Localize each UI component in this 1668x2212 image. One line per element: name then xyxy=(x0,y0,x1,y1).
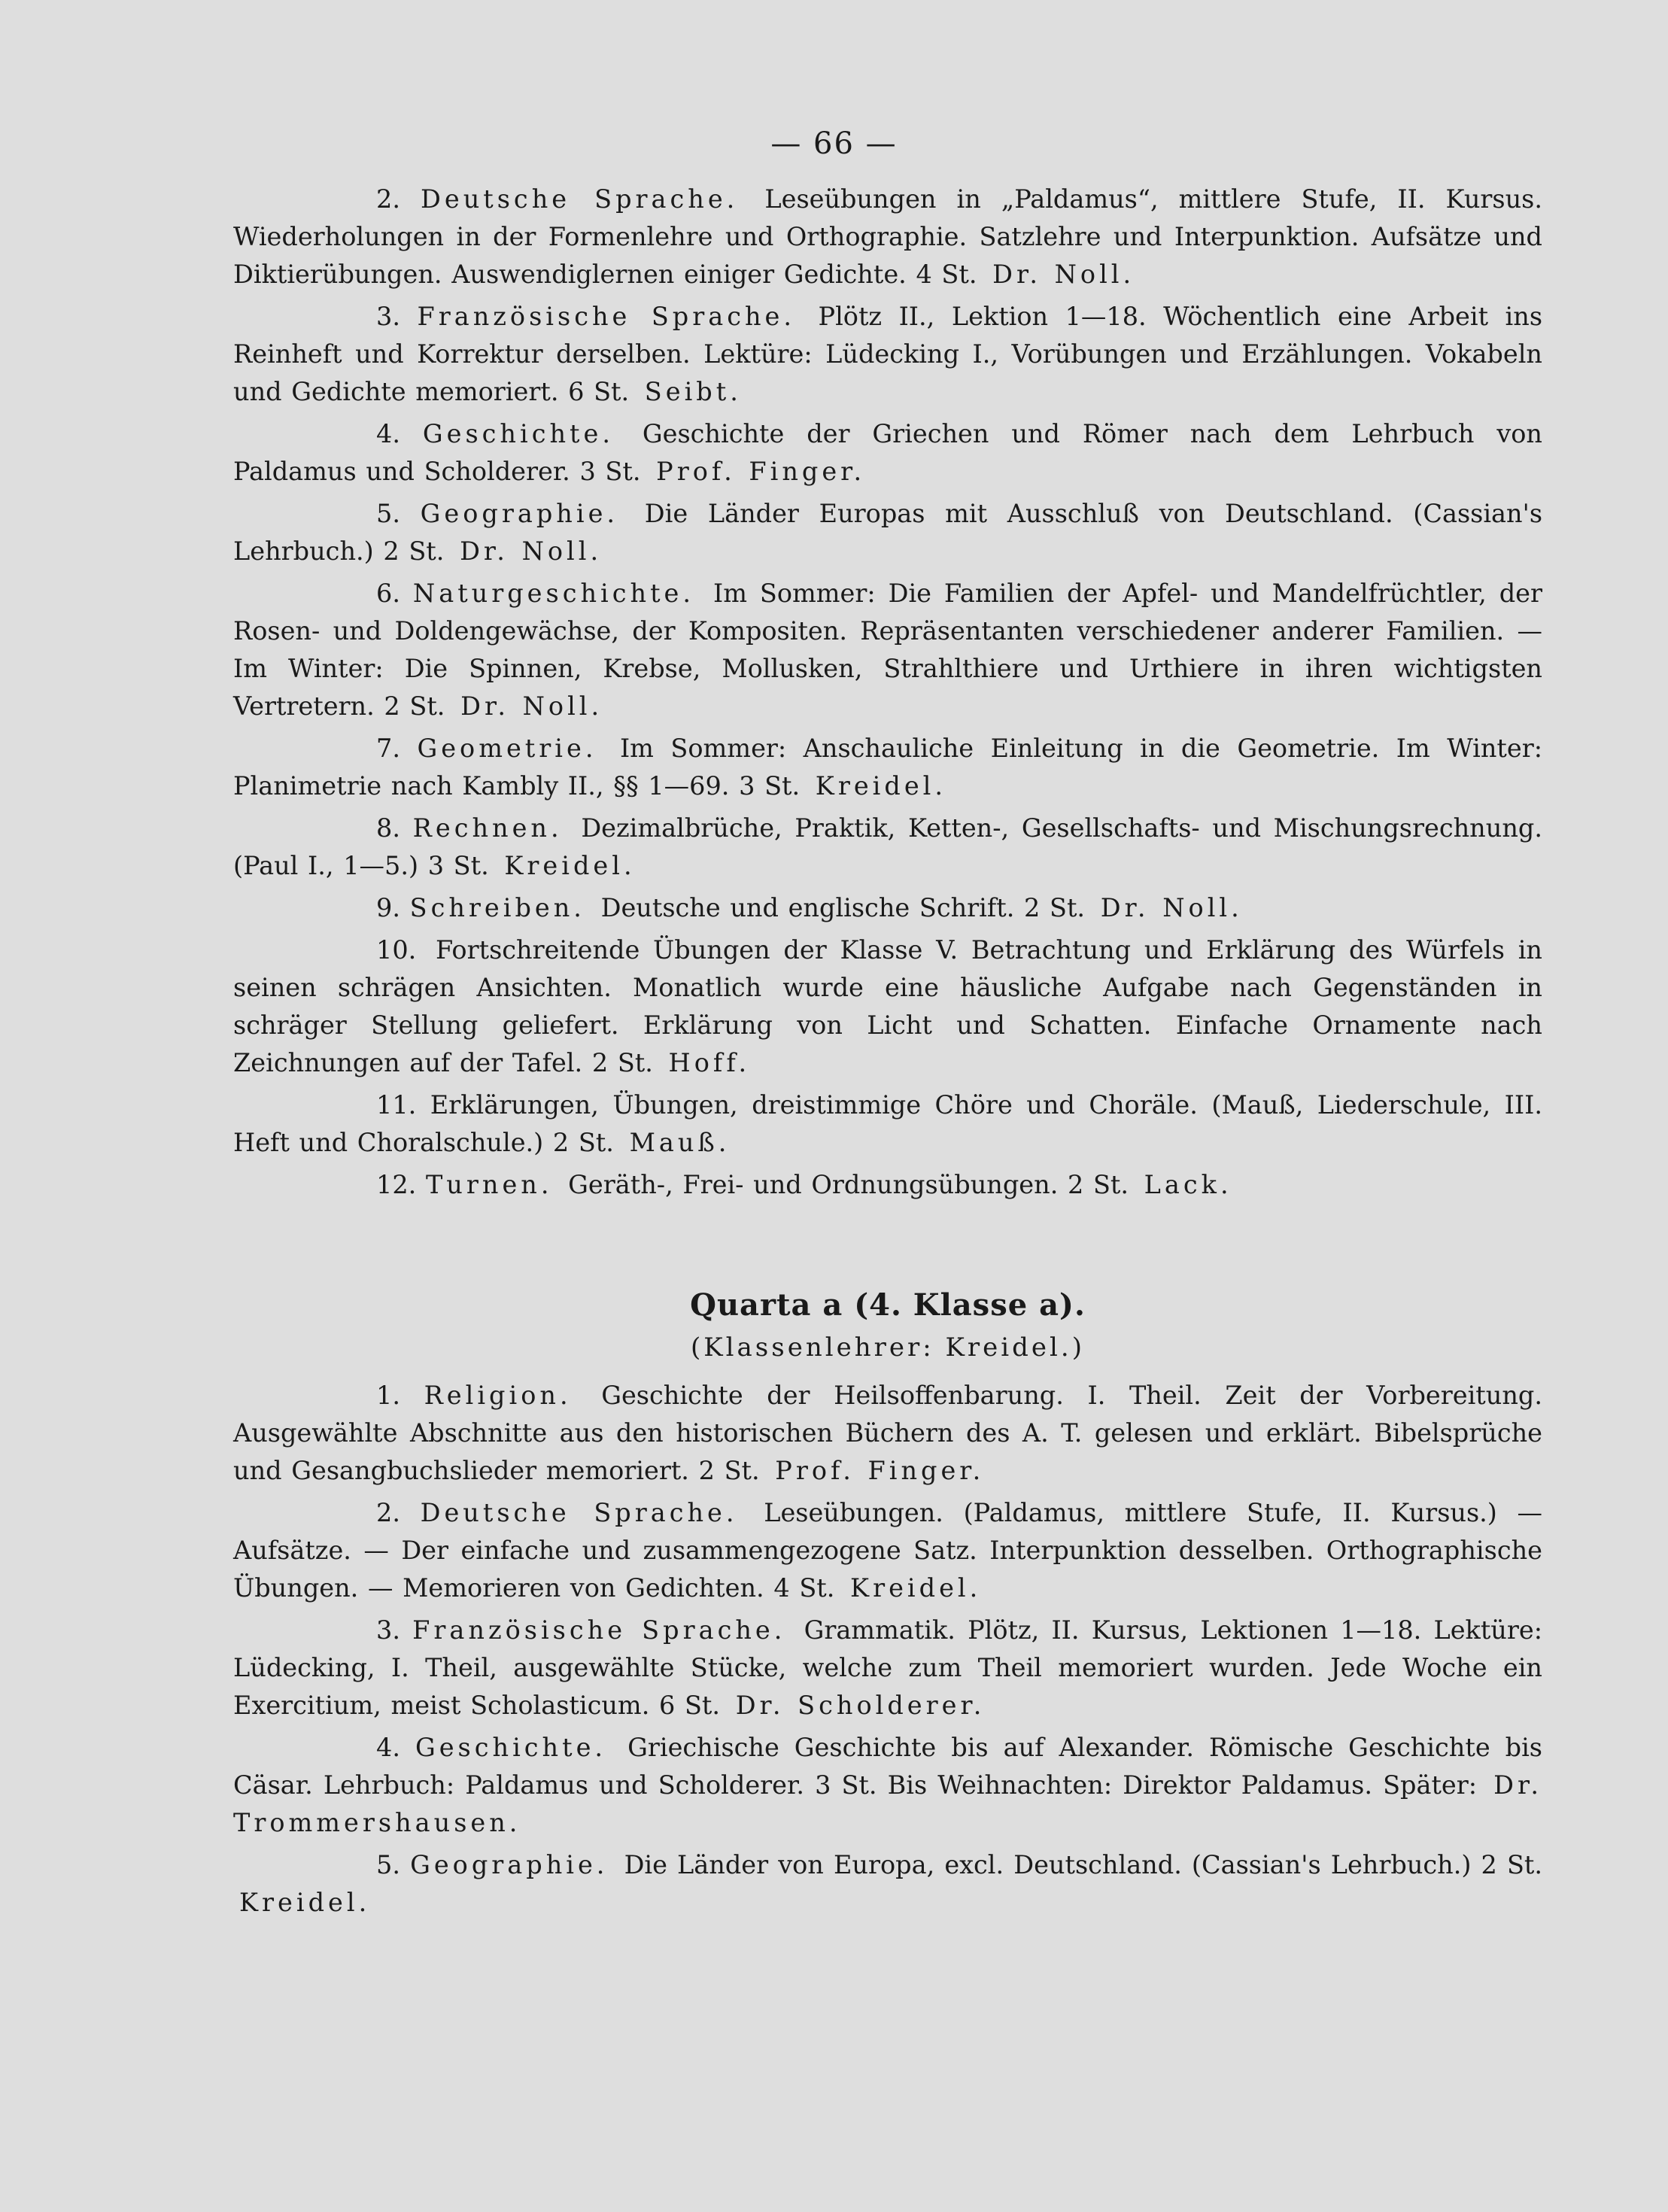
entry-teacher: Dr. Scholderer. xyxy=(735,1691,986,1720)
entry-number: 7. xyxy=(376,734,400,763)
entry-number: 4. xyxy=(376,1733,400,1762)
entry-subject: Deutsche Sprache. xyxy=(420,1498,738,1527)
entry-body: Die Länder Europas mit Ausschluß von Deutschland. (Cassian's Lehrbuch.) 2 St. xyxy=(233,499,1543,566)
entry-number: 2. xyxy=(376,1498,400,1527)
curriculum-entry xyxy=(233,810,1542,885)
entry-teacher: Seibt. xyxy=(644,377,742,406)
entry-teacher: Dr. Noll. xyxy=(460,536,603,566)
entry-subject: Geschichte. xyxy=(422,419,614,448)
curriculum-entry xyxy=(233,931,1542,1082)
entry-number: 1. xyxy=(376,1381,400,1410)
entry-number: 5. xyxy=(376,1850,400,1879)
entry-subject: Französische Sprache. xyxy=(412,1615,786,1645)
curriculum-entry xyxy=(233,1377,1542,1490)
entry-body: Geschichte der Griechen und Römer nach dem Lehrbuch von Paldamus und Scholderer. 3 St. xyxy=(233,419,1543,486)
curriculum-entry xyxy=(233,298,1542,411)
curriculum-entry xyxy=(233,889,1542,927)
page-number: — 66 — xyxy=(770,126,898,161)
entry-teacher: Lack. xyxy=(1144,1170,1232,1199)
curriculum-entry xyxy=(233,1086,1542,1162)
entry-body: Im Sommer: Anschauliche Einleitung in die Geometrie. Im Winter: Planimetrie nach Kambly II., §§ 1—69. 3 St. xyxy=(233,734,1542,801)
entry-teacher: Kreidel. xyxy=(504,851,636,880)
entry-number: 3. xyxy=(376,302,400,331)
entry-teacher: Kreidel. xyxy=(239,1888,371,1917)
entry-teacher: Mauß. xyxy=(629,1128,731,1157)
entry-subject: Turnen. xyxy=(425,1170,553,1199)
entry-subject: Religion. xyxy=(424,1381,572,1410)
curriculum-entry xyxy=(233,495,1542,570)
entry-number: 9. xyxy=(376,893,400,922)
curriculum-entry xyxy=(233,1729,1542,1842)
entry-body: Geräth-, Frei- und Ordnungsübungen. 2 St. xyxy=(568,1170,1129,1199)
entry-number: 4. xyxy=(376,419,400,448)
entry-body: Dezimalbrüche, Praktik, Ketten-, Gesellschafts- und Mischungsrechnung. (Paul I., 1—5.) 3 St. xyxy=(233,813,1542,880)
entry-body: Fortschreitende Übungen der Klasse V. Betrachtung und Erklärung des Würfels in seinen schrägen Ansichten. Monatlich wurde eine häusliche Aufgabe nach Gegenständen in schräger Stellung geliefert. Erklärung von Licht und Schatten. Einfache Ornamente nach Zeichnungen auf der Tafel. 2 St. xyxy=(233,935,1542,1077)
entry-subject: Geographie. xyxy=(410,1850,609,1879)
entry-number: 3. xyxy=(376,1615,400,1645)
entry-number: 2. xyxy=(376,184,400,214)
entry-body: Leseübungen in „Paldamus“, mittlere Stufe, II. Kursus. Wiederholungen in der Formenlehre und Orthographie. Satzlehre und Interpunktion. Aufsätze und Diktierübungen. Auswendiglernen einiger Gedichte. 4 St. xyxy=(233,184,1543,289)
entry-subject: Naturgeschichte. xyxy=(412,579,695,608)
entry-body: Plötz II., Lektion 1—18. Wöchentlich eine Arbeit ins Reinheft und Korrektur derselben. Lektüre: Lüdecking I., Vorübungen und Erzählungen. Vokabeln und Gedichte memoriert. 6 St. xyxy=(233,302,1543,406)
entry-number: 12. xyxy=(376,1170,417,1199)
entry-number: 8. xyxy=(376,813,400,843)
entry-teacher: Hoff. xyxy=(668,1048,751,1077)
entry-teacher: Prof. Finger. xyxy=(656,457,866,486)
page-content xyxy=(233,181,1542,1926)
entry-body: Leseübungen. (Paldamus, mittlere Stufe, II. Kursus.) — Aufsätze. — Der einfache und zusammengezogene Satz. Interpunktion desselben. Orthographische Übungen. — Memorieren von Gedichten. 4 St. xyxy=(233,1498,1543,1603)
entry-number: 5. xyxy=(376,499,400,528)
entry-subject: Französische Sprache. xyxy=(417,302,796,331)
curriculum-entry xyxy=(233,575,1542,725)
curriculum-entry xyxy=(233,1612,1542,1724)
curriculum-entry xyxy=(233,1166,1542,1204)
section-subtitle: (Klassenlehrer: Kreidel.) xyxy=(691,1332,1085,1363)
entry-body: Griechische Geschichte bis auf Alexander. Römische Geschichte bis Cäsar. Lehrbuch: Paldamus und Scholderer. 3 St. Bis Weihnachten: Direktor Paldamus. Später: xyxy=(233,1733,1542,1800)
entry-number: 6. xyxy=(376,579,400,608)
entry-teacher: Kreidel. xyxy=(850,1573,982,1603)
entry-subject: Geometrie. xyxy=(417,734,597,763)
entry-subject: Schreiben. xyxy=(409,893,585,922)
curriculum-entry xyxy=(233,1494,1542,1607)
entry-body: Erklärungen, Übungen, dreistimmige Chöre und Choräle. (Mauß, Liederschule, III. Heft und Choralschule.) 2 St. xyxy=(233,1090,1542,1157)
entry-teacher: Dr. Noll. xyxy=(1100,893,1243,922)
curriculum-list-lower xyxy=(233,1377,1542,1922)
curriculum-entry xyxy=(233,181,1542,293)
entry-body: Deutsche und englische Schrift. 2 St. xyxy=(600,893,1086,922)
entry-teacher: Dr. Noll. xyxy=(460,691,603,721)
entry-subject: Rechnen. xyxy=(412,813,563,843)
entry-body: Geschichte der Heilsoffenbarung. I. Theil. Zeit der Vorbereitung. Ausgewählte Abschnitte aus den historischen Büchern des A. T. gelesen und erklärt. Bibelsprüche und Gesangbuchslieder memoriert. 2 St. xyxy=(233,1381,1542,1485)
entry-subject: Geographie. xyxy=(420,499,619,528)
entry-number: 10. xyxy=(376,935,417,965)
curriculum-list-upper xyxy=(233,181,1542,1246)
entry-teacher: Dr. Noll. xyxy=(992,260,1135,289)
entry-body: Die Länder von Europa, excl. Deutschland. (Cassian's Lehrbuch.) 2 St. xyxy=(624,1850,1543,1879)
entry-body: Im Sommer: Die Familien der Apfel- und Mandelfrüchtler, der Rosen- und Doldengewächse, der Kompositen. Repräsentanten verschiedener anderer Familien. — Im Winter: Die Spinnen, Krebse, Mollusken, Strahlthiere und Urthiere in ihren wichtigsten Vertretern. 2 St. xyxy=(233,579,1542,721)
entry-number: 11. xyxy=(376,1090,417,1120)
entry-teacher: Kreidel. xyxy=(815,771,947,801)
curriculum-entry xyxy=(233,1846,1542,1922)
entry-body: Grammatik. Plötz, II. Kursus, Lektionen 1—18. Lektüre: Lüdecking, I. Theil, ausgewählte Stücke, welche zum Theil memoriert wurden. Jede Woche ein Exercitium, meist Scholasticum. 6 St. xyxy=(233,1615,1543,1720)
entry-teacher: Dr. Trommershausen. xyxy=(233,1770,1542,1837)
entry-subject: Geschichte. xyxy=(415,1733,607,1762)
entry-teacher: Prof. Finger. xyxy=(775,1456,985,1485)
section-title: Quarta a (4. Klasse a). xyxy=(690,1287,1086,1323)
curriculum-entry xyxy=(233,730,1542,805)
curriculum-entry xyxy=(233,415,1542,491)
entry-subject: Deutsche Sprache. xyxy=(421,184,739,214)
curriculum-entry xyxy=(233,1208,1542,1246)
